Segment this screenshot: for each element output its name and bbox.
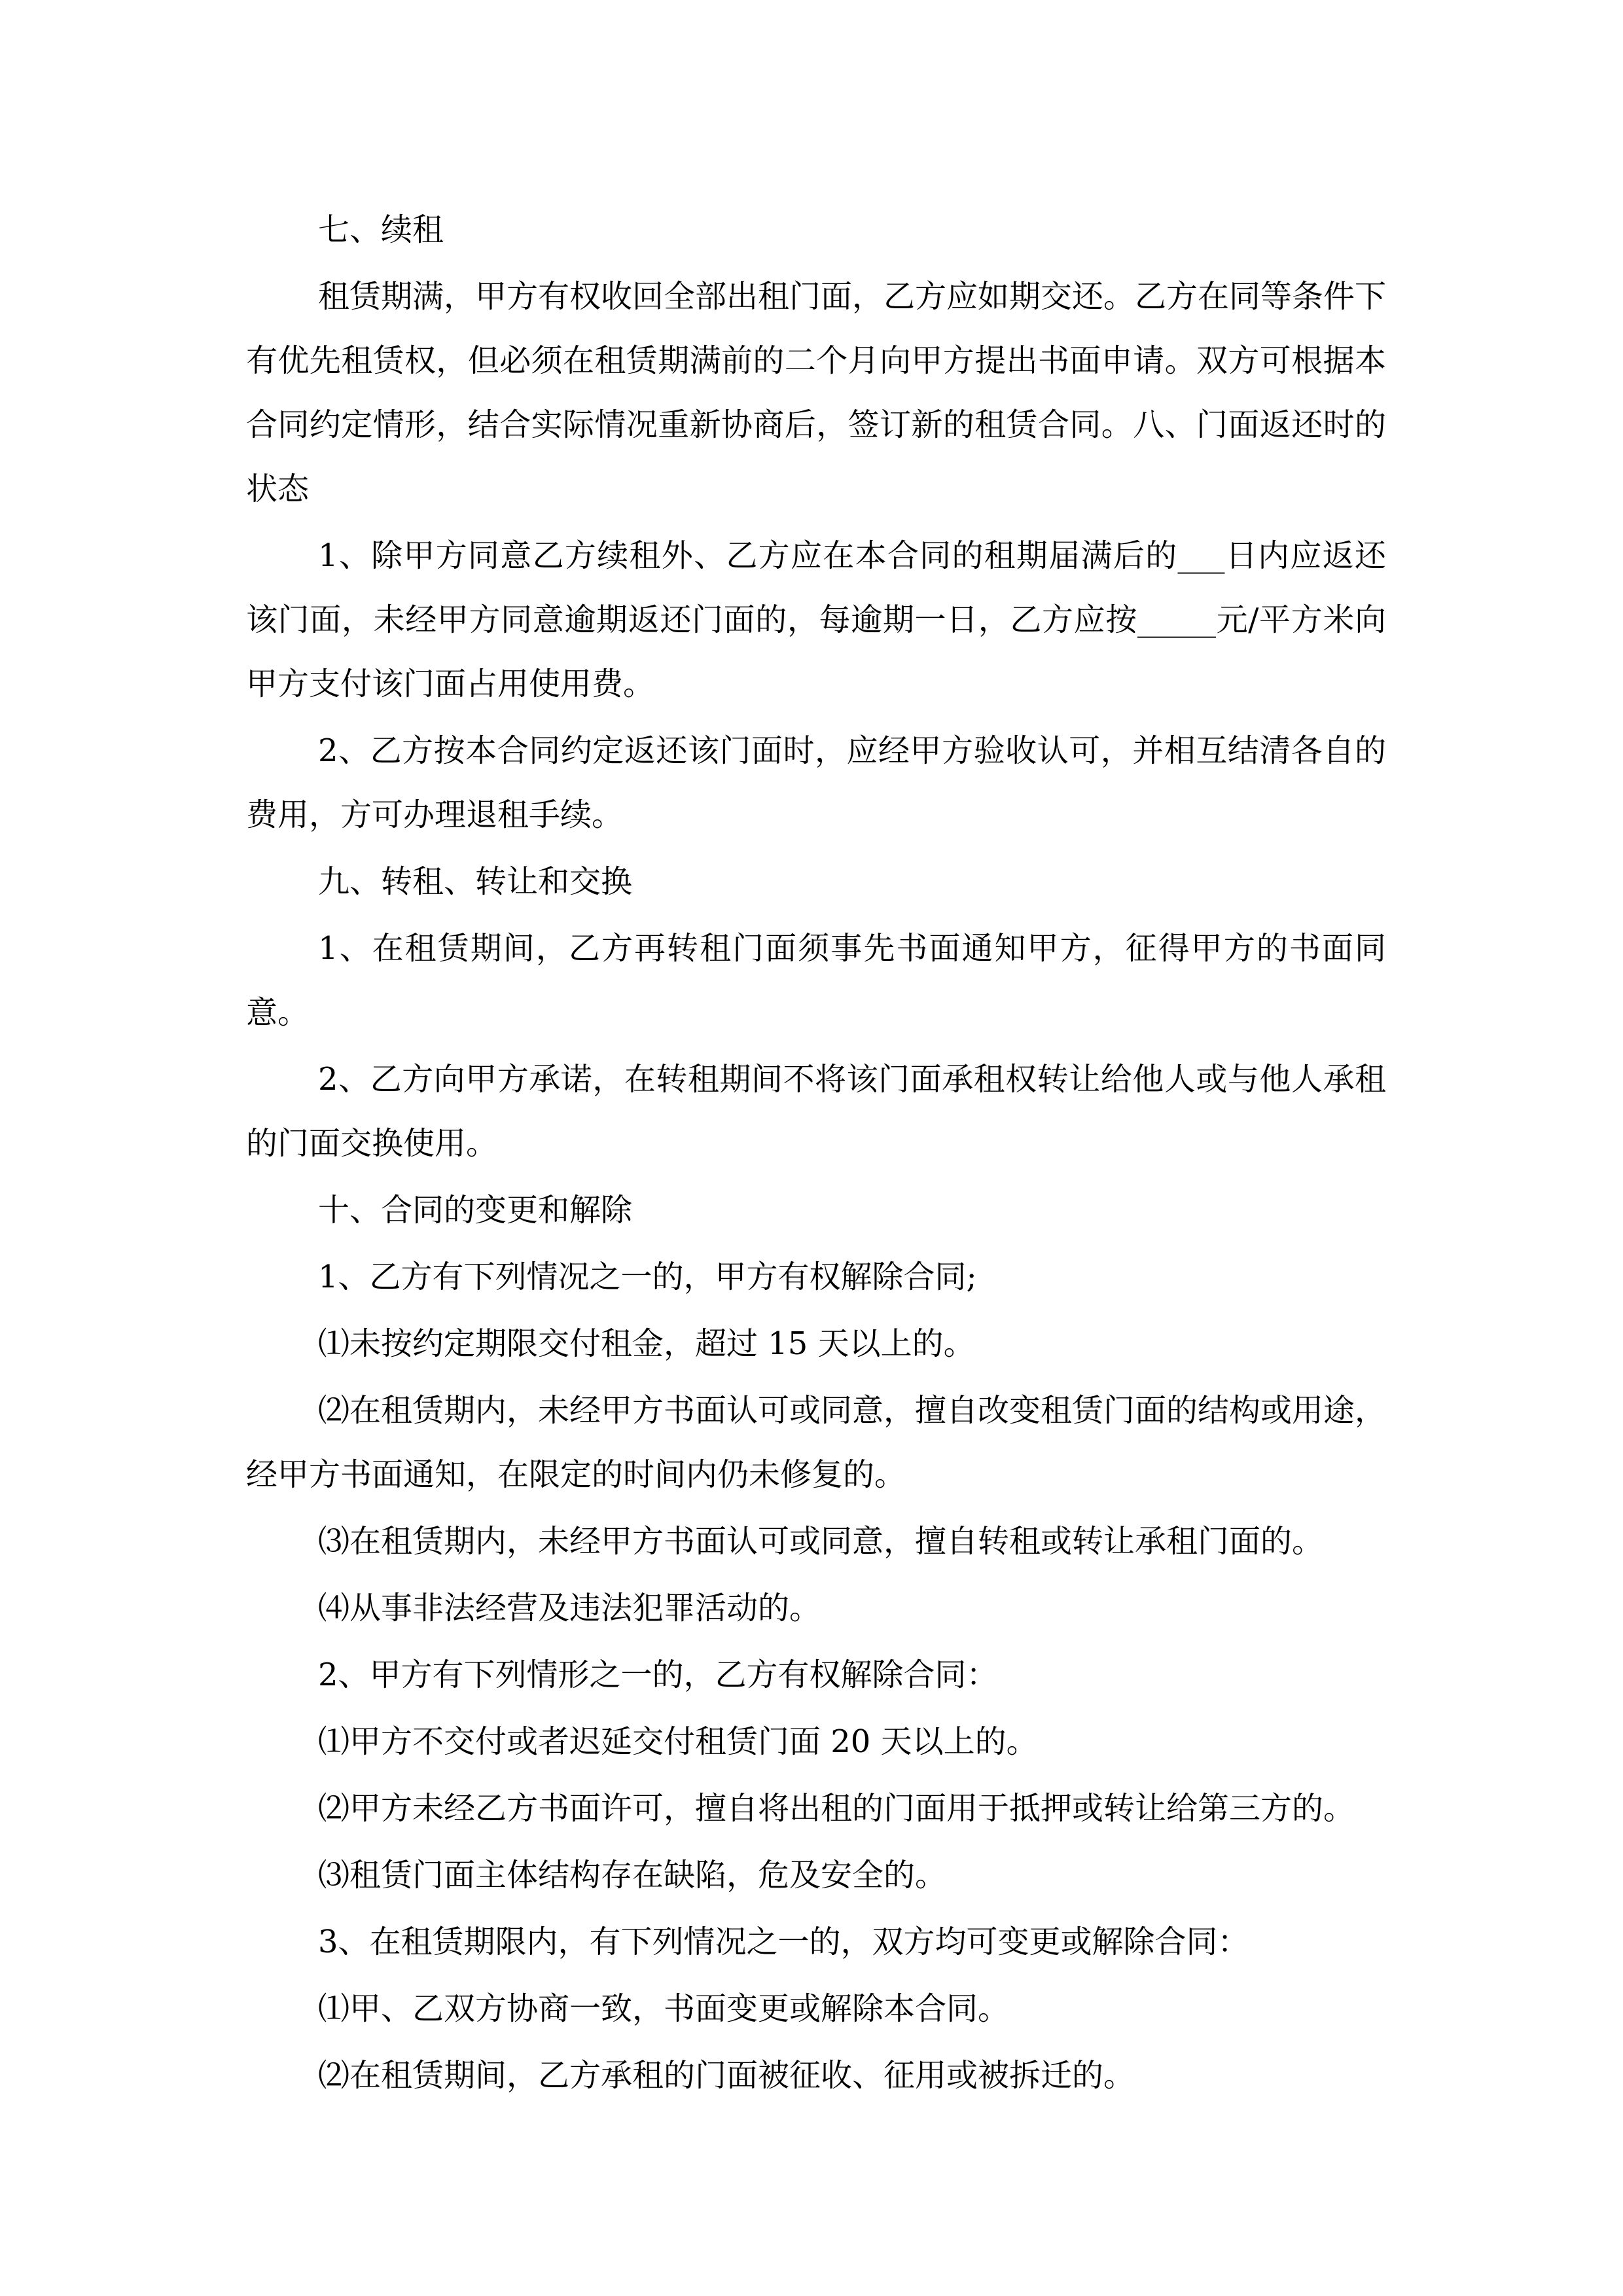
section-heading-termination: 十、合同的变更和解除 bbox=[318, 1192, 633, 1229]
paragraph-renewal-terms: 租赁期满，甲方有权收回全部出租门面，乙方应如期交还。乙方在同等条件下有优先租赁权，但必须在租赁期满前的二个月向甲方提出书面申请。双方可根据本合同约定情形，结合实际情况重新协商后，签订新的租赁合同。八、门面返还时的状态 bbox=[246, 278, 1387, 507]
paragraph-lessor-termination: 1、乙方有下列情况之一的，甲方有权解除合同; bbox=[318, 1259, 977, 1295]
paragraph-lessee-termination: 2、甲方有下列情形之一的，乙方有权解除合同： bbox=[318, 1657, 998, 1693]
list-item: ⑷从事非法经营及违法犯罪活动的。 bbox=[318, 1590, 821, 1626]
list-item: ⑴未按约定期限交付租金，超过 15 天以上的。 bbox=[318, 1325, 975, 1362]
list-item: ⑴甲、乙双方协商一致，书面变更或解除本合同。 bbox=[318, 1990, 1010, 2027]
list-item: ⑵在租赁期内，未经甲方书面认可或同意，擅自改变租赁门面的结构或用途，经甲方书面通知，在限定的时间内仍未修复的。 bbox=[246, 1392, 1387, 1493]
list-item: ⑶租赁门面主体结构存在缺陷，危及安全的。 bbox=[318, 1857, 947, 1893]
list-item: ⑶在租赁期内，未经甲方书面认可或同意，擅自转租或转让承租门面的。 bbox=[318, 1523, 1324, 1560]
paragraph-return-deadline: 1、除甲方同意乙方续租外、乙方应在本合同的租期届满后的___日内应返还该门面，未经甲方同意逾期返还门面的，每逾期一日，乙方应按_____元/平方米向甲方支付该门面占用使用费。 bbox=[246, 537, 1386, 702]
section-heading-sublease: 九、转租、转让和交换 bbox=[318, 863, 633, 900]
paragraph-sublease-notice: 1、在租赁期间，乙方再转租门面须事先书面通知甲方，征得甲方的书面同意。 bbox=[246, 930, 1386, 1031]
list-item: ⑴甲方不交付或者迟延交付租赁门面 20 天以上的。 bbox=[318, 1723, 1038, 1760]
paragraph-return-inspection: 2、乙方按本合同约定返还该门面时，应经甲方验收认可，并相互结清各自的费用，方可办理退租手续。 bbox=[246, 732, 1386, 833]
document-body bbox=[246, 198, 1386, 2110]
paragraph-mutual-termination: 3、在租赁期限内，有下列情况之一的，双方均可变更或解除合同： bbox=[318, 1924, 1249, 1960]
list-item: ⑵甲方未经乙方书面许可，擅自将出租的门面用于抵押或转让给第三方的。 bbox=[318, 1790, 1355, 1827]
section-heading-renewal: 七、续租 bbox=[318, 211, 444, 248]
paragraph-sublease-promise: 2、乙方向甲方承诺，在转租期间不将该门面承租权转让给他人或与他人承租的门面交换使用。 bbox=[246, 1061, 1386, 1162]
list-item: ⑵在租赁期间，乙方承租的门面被征收、征用或被拆迁的。 bbox=[318, 2057, 1135, 2094]
